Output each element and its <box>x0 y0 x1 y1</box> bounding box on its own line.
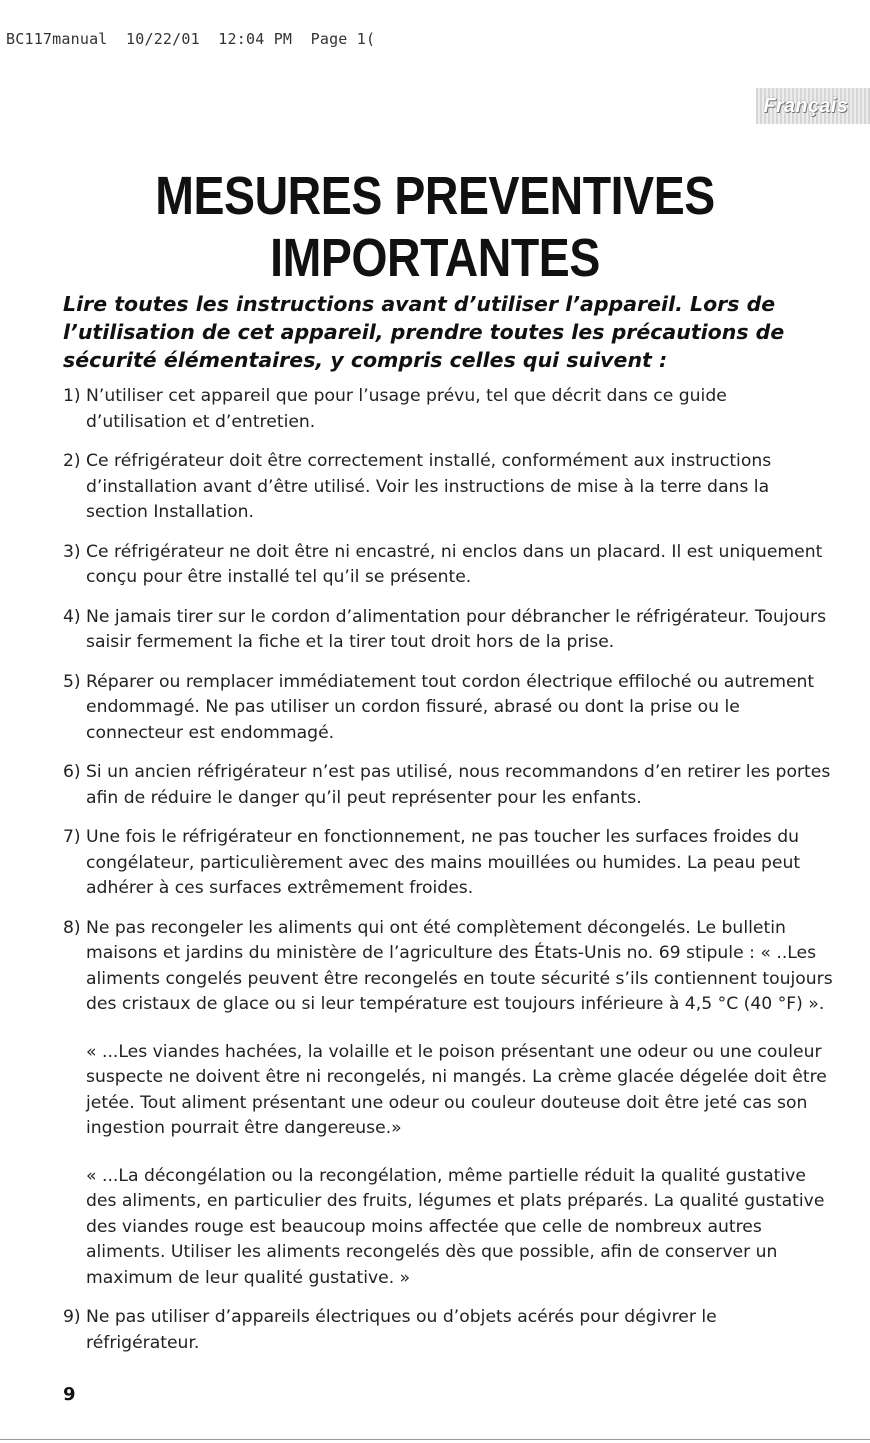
item-number: 6) <box>63 762 81 782</box>
item-number: 1) <box>63 386 81 406</box>
list-item <box>63 540 833 591</box>
language-tab-label: Français <box>763 94 848 117</box>
item-number: 9) <box>63 1307 81 1327</box>
fax-header-line: BC117manual 10/22/01 12:04 PM Page 1( <box>6 30 376 48</box>
item-number: 5) <box>63 671 81 692</box>
item-text: Une fois le réfrigérateur en fonctionnement, ne pas toucher les surfaces froides du congélateur, particulièrement avec des mains mouillées ou humides. La peau peut adhérer à ces surfaces extrêmement froides. <box>86 827 801 898</box>
item-text: Ce réfrigérateur doit être correctement installé, conformément aux instructions d’installation avant d’être utilisé. Voir les instructions de mise à la terre dans la section Installation. <box>86 451 772 522</box>
item-quote-1: « ...Les viandes hachées, la volaille et le poison présentant une odeur ou une couleur suspecte ne doivent être ni recongelés, ni mangés. La crème glacée dégelée doit être jetée. Tout aliment présentant une odeur ou couleur douteuse doit être jeté cas son ingestion pourrait être dangereuse.» <box>86 1041 827 1138</box>
page-number: 9 <box>63 1384 76 1405</box>
item-quote-2: « ...La décongélation ou la recongélation, même partielle réduit la qualité gustative des aliments, en particulier des fruits, légumes et plats préparés. La qualité gustative des viandes rouge est beaucoup moins affectée que celle de nombreux autres aliments. Utiliser les aliments recongelés dès que possible, afin de conserver un maximum de leur qualité gustative. » <box>86 1165 825 1288</box>
item-number: 3) <box>63 541 81 562</box>
list-item <box>63 670 833 747</box>
title-line-2: IMPORTANTES <box>270 228 600 288</box>
item-number: 8) <box>63 917 81 938</box>
list-item <box>63 760 833 811</box>
item-text: Ne pas recongeler les aliments qui ont été complètement décongelés. Le bulletin maisons et jardins du ministère de l’agriculture des États-Unis no. 69 stipule : « ..Les aliments congelés peuvent être recongelés en toute sécurité s’ils contiennent toujours des cristaux de glace ou si leur température est toujours inférieure à 4,5 °C (40 °F) ». <box>86 917 833 1014</box>
list-item <box>63 449 833 526</box>
item-text: Ne jamais tirer sur le cordon d’alimentation pour débrancher le réfrigérateur. Toujours saisir fermement la fiche et la tirer tout droit hors de la prise. <box>86 606 827 652</box>
item-number: 7) <box>63 827 81 847</box>
language-tab <box>756 88 870 124</box>
list-item <box>63 605 833 656</box>
item-text: Ne pas utiliser d’appareils électriques ou d’objets acérés pour dégivrer le réfrigérateur. <box>86 1307 717 1353</box>
bottom-rule <box>0 1439 870 1440</box>
item-text: N’utiliser cet appareil que pour l’usage prévu, tel que décrit dans ce guide d’utilisation et d’entretien. <box>86 386 727 432</box>
list-item <box>63 384 833 435</box>
item-number: 2) <box>63 451 81 471</box>
list-item <box>63 825 833 902</box>
safety-instructions-list <box>63 384 833 1370</box>
title-line-1: MESURES PREVENTIVES <box>155 166 715 226</box>
list-item <box>63 916 833 1292</box>
intro-paragraph: Lire toutes les instructions avant d’utiliser l’appareil. Lors de l’utilisation de cet appareil, prendre toutes les précautions de sécurité élémentaires, y compris celles qui suivent : <box>63 292 785 372</box>
item-text: Ce réfrigérateur ne doit être ni encastré, ni enclos dans un placard. Il est uniquement conçu pour être installé tel qu’il se présente. <box>86 541 823 587</box>
item-text: Réparer ou remplacer immédiatement tout cordon électrique effiloché ou autrement endommagé. Ne pas utiliser un cordon fissuré, abrasé ou dont la prise ou le connecteur est endommagé. <box>86 671 815 743</box>
item-number: 4) <box>63 606 81 627</box>
item-text: Si un ancien réfrigérateur n’est pas utilisé, nous recommandons d’en retirer les portes afin de réduire le danger qu’il peut représenter pour les enfants. <box>86 762 831 808</box>
list-item <box>63 1305 833 1356</box>
page-title <box>61 165 809 289</box>
